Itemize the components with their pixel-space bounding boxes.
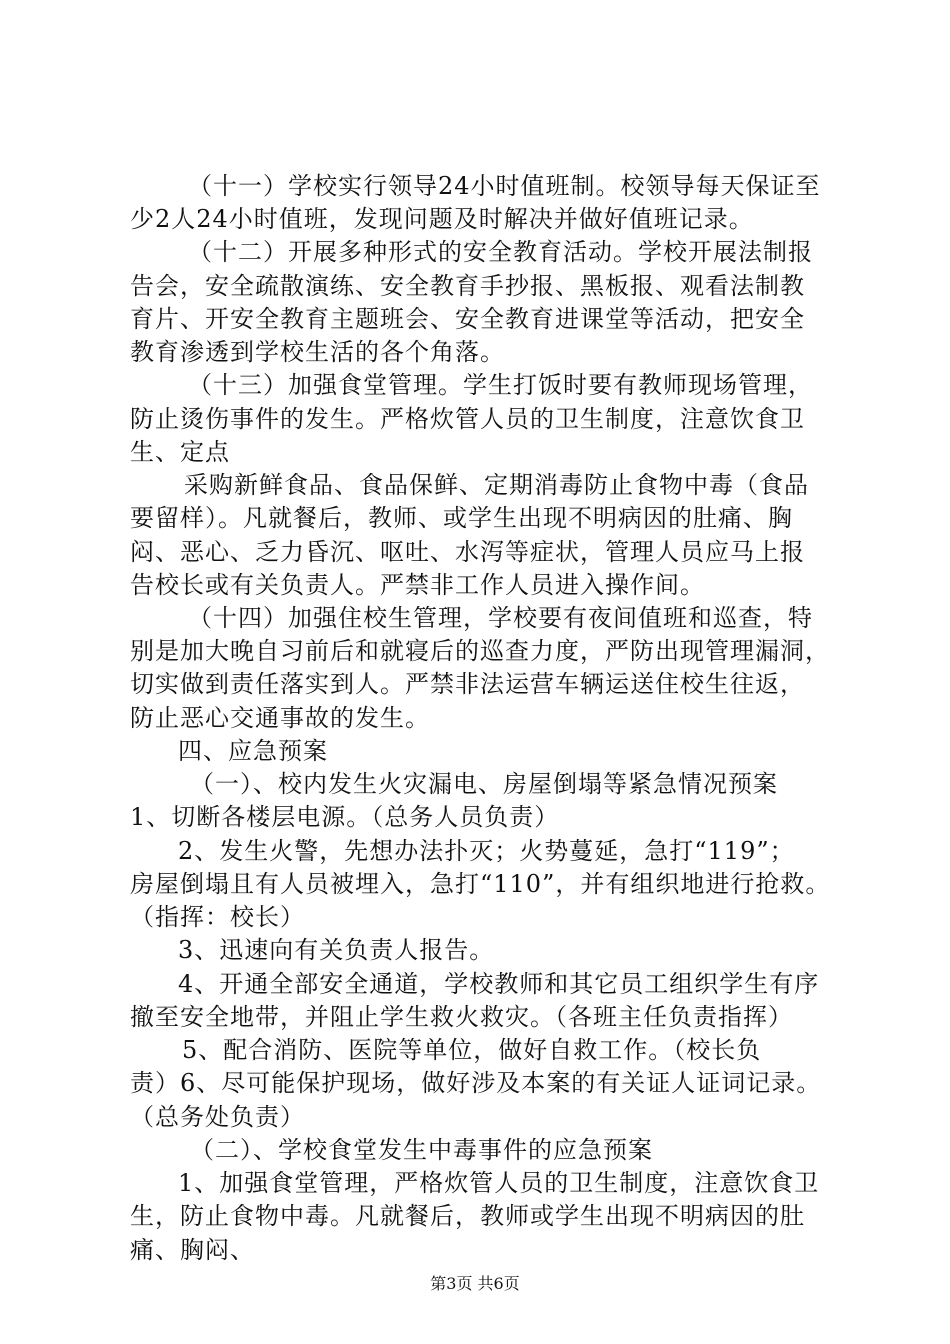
subsection-heading: （二）、学校食堂发生中毒事件的应急预案 (190, 1136, 653, 1164)
text-line: （十一）学校实行领导24小时值班制。校领导每天保证至 (188, 172, 821, 200)
text-line: 告校长或有关负责人。严禁非工作人员进入操作间。 (130, 571, 705, 599)
text-line: 2、发生火警，先想办法扑灭；火势蔓延，急打“119”； (178, 837, 795, 865)
text-line: （十四）加强住校生管理，学校要有夜间值班和巡查，特 (188, 604, 813, 632)
text-line: 痛、胸闷、 (130, 1236, 255, 1264)
text-line: 生，防止食物中毒。凡就餐后，教师或学生出现不明病因的肚 (130, 1202, 805, 1230)
text-line: 3、迅速向有关负责人报告。 (178, 936, 495, 964)
text-line: 育片、开安全教育主题班会、安全教育进课堂等活动，把安全 (130, 305, 805, 333)
text-line: 1、加强食堂管理，严格炊管人员的卫生制度，注意饮食卫 (178, 1169, 820, 1197)
text-line: 5、配合消防、医院等单位，做好自救工作。（校长负 (182, 1036, 762, 1064)
text-line: 防止恶心交通事故的发生。 (130, 704, 430, 732)
text-line: （十二）开展多种形式的安全教育活动。学校开展法制报 (188, 238, 813, 266)
subsection-heading: （一）、校内发生火灾漏电、房屋倒塌等紧急情况预案 (190, 770, 778, 798)
page-number-footer: 第3页 共6页 (430, 1274, 520, 1293)
text-line: 4、开通全部安全通道，学校教师和其它员工组织学生有序 (178, 970, 820, 998)
text-line: 切实做到责任落实到人。严禁非法运营车辆运送住校生往返， (130, 670, 805, 698)
text-line: 房屋倒塌且有人员被埋入，急打“110”，并有组织地进行抢救。 (130, 870, 831, 898)
text-line: 教育渗透到学校生活的各个角落。 (130, 338, 505, 366)
text-line: 闷、恶心、乏力昏沉、呕吐、水泻等症状，管理人员应马上报 (130, 538, 805, 566)
text-line: （总务处负责） (130, 1103, 305, 1131)
text-line: （指挥：校长） (130, 903, 305, 931)
text-line: 别是加大晚自习前后和就寝后的巡查力度，严防出现管理漏洞， (130, 637, 830, 665)
text-line: 撤至安全地带，并阻止学生救火救灾。（各班主任负责指挥） (130, 1003, 793, 1031)
section-heading: 四、应急预案 (178, 737, 328, 765)
text-line: （十三）加强食堂管理。学生打饭时要有教师现场管理， (188, 371, 813, 399)
text-line: 少2人24小时值班，发现问题及时解决并做好值班记录。 (130, 205, 754, 233)
text-line: 采购新鲜食品、食品保鲜、定期消毒防止食物中毒（食品 (184, 471, 809, 499)
text-line: 要留样）。凡就餐后，教师、或学生出现不明病因的肚痛、胸 (130, 504, 793, 532)
text-line: 生、定点 (130, 438, 230, 466)
text-line: 防止烫伤事件的发生。严格炊管人员的卫生制度，注意饮食卫 (130, 405, 805, 433)
text-line: 1、切断各楼层电源。（总务人员负责） (130, 803, 560, 831)
text-line: 告会，安全疏散演练、安全教育手抄报、黑板报、观看法制教 (130, 272, 805, 300)
text-line: 责）6、尽可能保护现场，做好涉及本案的有关证人证词记录。 (130, 1069, 822, 1097)
